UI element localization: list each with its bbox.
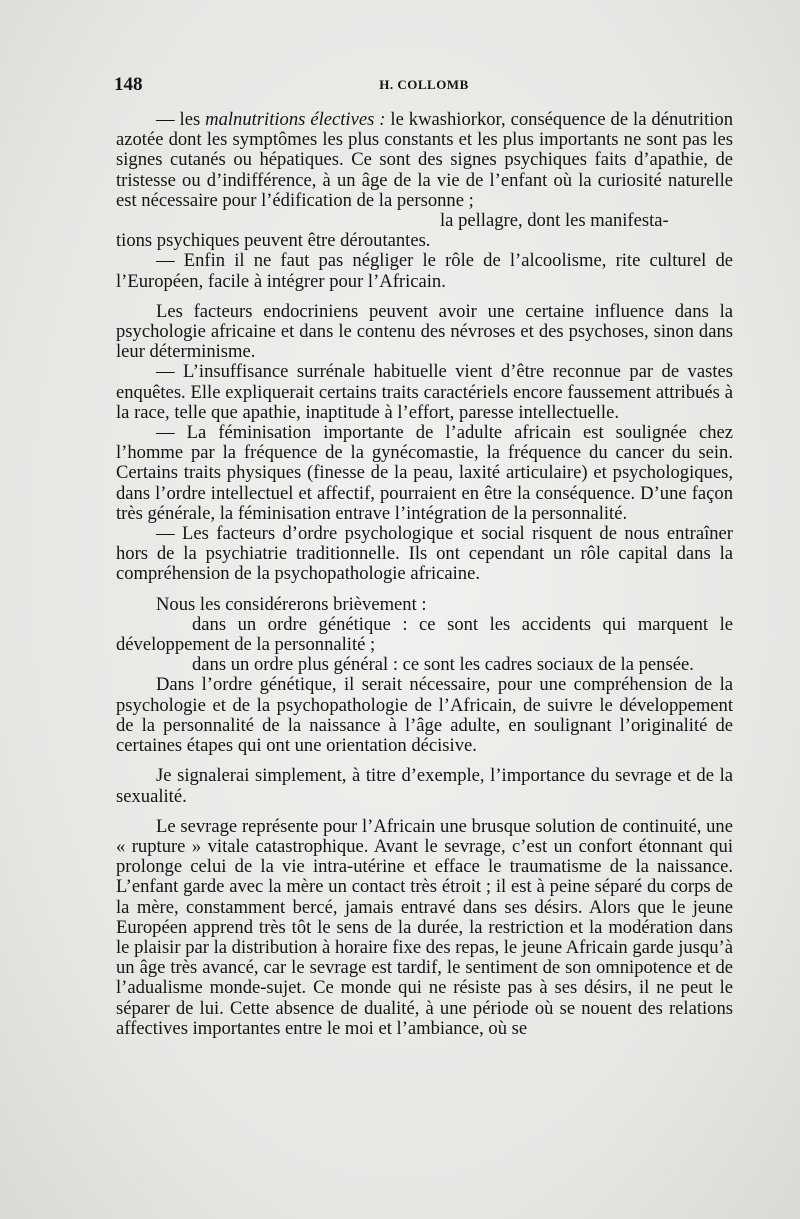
paragraph-endocriniens: Les facteurs endocriniens peuvent avoir une certaine influence dans la psychologie africaine et dans le contenu des névroses et des psychoses, sinon dans leur déterminisme. <box>116 300 733 363</box>
paragraph-feminisation: — La féminisation importante de l’adulte africain est soulignée chez l’homme par la fréquence de la gynécomastie, la fréquence du cancer du sein. Certains traits physiques (finesse de la peau, laxité articulaire) et psychologiques, dans l’ordre intellectuel et affectif, pourraient en être la conséquence. D’une façon très générale, la féminisation entrave l’intégration de la personnalité. <box>116 422 733 524</box>
paragraph-rest: le kwashiorkor, conséquence de la dénutrition azotée dont les symptômes les plus constants et les plus importants ne sont pas les signes cutanés ou hépatiques. Ce sont des signes psychiques faits d’apathie, de tristesse ou d’indifférence, à un âge de la vie de l’enfant où la curiosité naturelle est nécessaire pour l’édification de la personne ; <box>116 109 733 211</box>
paragraph-facteurs-psycho: — Les facteurs d’ordre psychologique et social risquent de nous entraîner hors de la psychiatrie traditionnelle. Ils ont cependant un rôle capital dans la compréhension de la psychopathologie africaine. <box>116 523 733 585</box>
emphasis-term: malnutritions électives : <box>205 109 386 130</box>
paragraph-malnutritions <box>116 110 733 211</box>
paragraph-alcoolisme: — Enfin il ne faut pas négliger le rôle de l’alcoolisme, rite culturel de l’Européen, facile à intégrer pour l’Africain. <box>116 250 733 292</box>
paragraph-signalerai: Je signalerai simplement, à titre d’exemple, l’importance du sevrage et de la sexualité. <box>116 765 733 807</box>
paragraph-lead: — les <box>156 109 206 130</box>
paragraph-considererons: Nous les considérerons brièvement : <box>156 593 427 615</box>
paragraph-surrenale: — L’insuffisance surrénale habituelle vient d’être reconnue par de vastes enquêtes. Elle expliquerait certains traits caractériels encore faussement attribués à la race, telle que apathie, inaptitude à l’effort, paresse intellectuelle. <box>116 361 733 423</box>
paragraph-dans-ordre: Dans l’ordre génétique, il serait nécessaire, pour une compréhension de la psychologie et de la psychopathologie de l’Africain, de suivre le développement de la personnalité de la naissance à l’âge adulte, en soulignant l’originalité de certaines étapes qui ont une orientation décisive. <box>116 674 733 757</box>
page-number: 148 <box>114 74 143 95</box>
paragraph-pellagre: la pellagre, dont les manifesta- <box>440 210 669 232</box>
paragraph-ordre-general: dans un ordre plus général : ce sont les cadres sociaux de la pensée. <box>192 654 694 676</box>
paragraph-pellagre-cont: tions psychiques peuvent être déroutantes. <box>116 230 431 252</box>
paragraph-ordre-genetique: dans un ordre génétique : ce sont les accidents qui marquent le développement de la personnalité ; <box>116 613 733 656</box>
paragraph-sevrage: Le sevrage représente pour l’Africain une brusque solution de continuité, une « rupture » vitale catastrophique. Avant le sevrage, c’est un confort étonnant qui prolonge celui de la vie intra-utérine et efface le traumatisme de la naissance. L’enfant garde avec la mère un contact très étroit ; il est à peine séparé du corps de la mère, constamment bercé, jamais entravé dans ses désirs. Alors que le jeune Européen apprend très tôt le sens de la durée, la restriction et la modération dans le plaisir par la distribution à horaire fixe des repas, le jeune Africain garde jusqu’à un âge très avancé, car le sevrage est tardif, le sentiment de son omnipotence et de l’adualisme monde-sujet. Ce monde qui ne résiste pas à ses désirs, il ne peut le séparer de lui. Cette absence de dualité, à une période où se nouent des relations affectives importantes entre le moi et l’ambiance, où se <box>116 815 733 1039</box>
running-head: H. COLLOMB <box>379 77 469 92</box>
page-header <box>114 74 734 98</box>
body-text <box>116 110 733 1039</box>
